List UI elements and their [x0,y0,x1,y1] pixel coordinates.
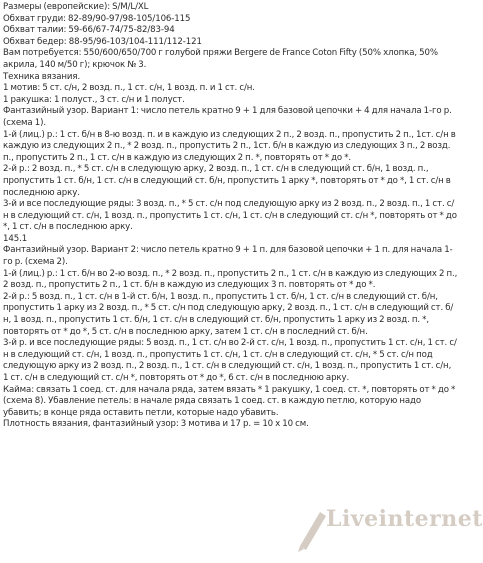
v1-row-2: 2-й р.: 2 возд. п., * 5 ст. с/н в следующую арку, 2 возд. п., 1 ст. с/н в следующий ст. б/н, 1 возд. п., пропустить 1 ст. б/н, 1 ст. с/н в следующий ст. б/н, пропустить 1 арку *, повторять от * до *, 1 ст. с/н в последнюю арку. [3,164,451,198]
v1-row-1: 1-й (лиц.) р.: 1 ст. б/н в 8-ю возд. п. и в каждую из следующих 2 п., 2 возд. п., пропустить 2 п., 1ст. с/н в каждую из следующих 2 п., * 2 возд. п., пропустить 2 п., 1ст. б/н в каждую из следующих 3 п., 2 возд. п., пропустить 2 п., 1 ст. с/н в каждую из следующих 2 п. *, повторять от * до *. [3,129,456,163]
motif-line: 1 мотив: 5 ст. с/н, 2 возд. п., 1 ст. с/н, 1 возд. п. и 1 ст. с/н. [3,83,255,94]
v1-row-3: 3-й и все последующие ряды: 3 возд. п., * 5 ст. с/н под следующую арку из 2 возд. п., 2 возд. п., 1 ст. с/н в следующий ст. с/н, 1 возд. п., пропустить 1 ст. с/н, 1 ст. с/н в следующий ст. с/н *, повторять от * до *, 1 ст. с/н в последнюю арку. [3,199,457,233]
v2-row-3: 3-й р. и все последующие ряды: 5 возд. п., 1 ст. с/н во 2-й ст. с/н, 1 возд. п., пропустить 1 ст. с/н, 1 ст. с/н в следующий ст. с/н, 1 возд. п., пропустить 1 ст. с/н, 1 ст. с/н в следующий ст. с/н, * 5 ст. с/н под следующую арку из 2 возд. п., 2 возд. п., 1 ст. с/н в следующий ст. с/н, 1 возд. п., пропустить 1 ст. с/н, 1 ст. с/н в следующий ст. с/н *, повторять от * до *, 6 ст. с/н в последнюю арку. [3,338,457,383]
v2-row-1: 1-й (лиц.) р.: 1 ст. б/н во 2-ю возд. п., * 2 возд. п., пропустить 2 п., 1 ст. с/н в каждую из следующих 2 п., 2 возд. п., пропустить 2 п., 1 ст. б/н в каждую из следующих 3 п. повторять от * до *. [3,268,458,291]
figure-number: 145.1 [3,233,28,244]
v2-row-2: 2-й р.: 5 возд. п., 1 ст. с/н в 1-й ст. б/н, 1 возд. п., пропустить 1 ст. б/н, 1 ст. с/н в следующий ст. б/н, пропустить 1 арку из 2 возд. п., * 5 ст. с/н под следующую арку, 2 возд. п., 1 ст. с/н в следующий ст. б/н, 1 возд. п., пропустить 1 ст. б/н, 1 ст. с/н в следующий ст. б/н, пропустить 1 арку из 2 возд. п. *, повторять от * до *, 5 ст. с/н в последнюю арку, затем 1 ст. с/н в последний ст. б/н. [3,291,454,337]
bust-line: Обхват груди: 82-89/90-97/98-105/106-115 [3,13,191,24]
sizes-line: Размеры (европейские): S/M/L/XL [3,2,149,12]
watermark-text: Liveinternet [326,506,483,532]
shell-line: 1 ракушка: 1 полуст., 3 ст. с/н и 1 полуст. [3,94,185,105]
technique-heading: Техника вязания. [3,71,81,82]
liveinternet-watermark [292,506,483,554]
materials-paragraph: Вам потребуется: 550/600/650/700 г голубой пряжи Bergere de France Coton Fifty (50% хлопка, 50% акрила, 140 м/50 г); крючок № 3. [3,48,438,70]
waist-line: Обхват талии: 59-66/67-74/75-82/83-94 [3,25,175,36]
pattern-document [3,2,458,431]
hips-line: Обхват бедер: 88-95/96-103/104-111/112-121 [3,36,202,47]
pattern-variant-2: Фантазийный узор. Вариант 2: число петель кратно 9 + 1 п. для базовой цепочки + 1 п. для начала 1-го р. (схема 2). [3,245,453,268]
pattern-variant-1: Фантазийный узор. Вариант 1: число петель кратно 9 + 1 для базовой цепочки + 4 для начала 1-го р. (схема 1). [3,106,452,128]
gauge-line: Плотность вязания, фантазийный узор: 3 мотива и 17 р. = 10 x 10 см. [3,419,309,430]
border-paragraph: Кайма: связать 1 соед. ст. для начала ряда, затем вязать * 1 ракушку, 1 соед. ст. *, повторять от * до * (схема 8). Убавление петель: в начале ряда связать 1 соед. ст. в каждую петлю, которую надо убавить; в конце ряда оставить петли, которые надо убавить. [3,384,456,418]
